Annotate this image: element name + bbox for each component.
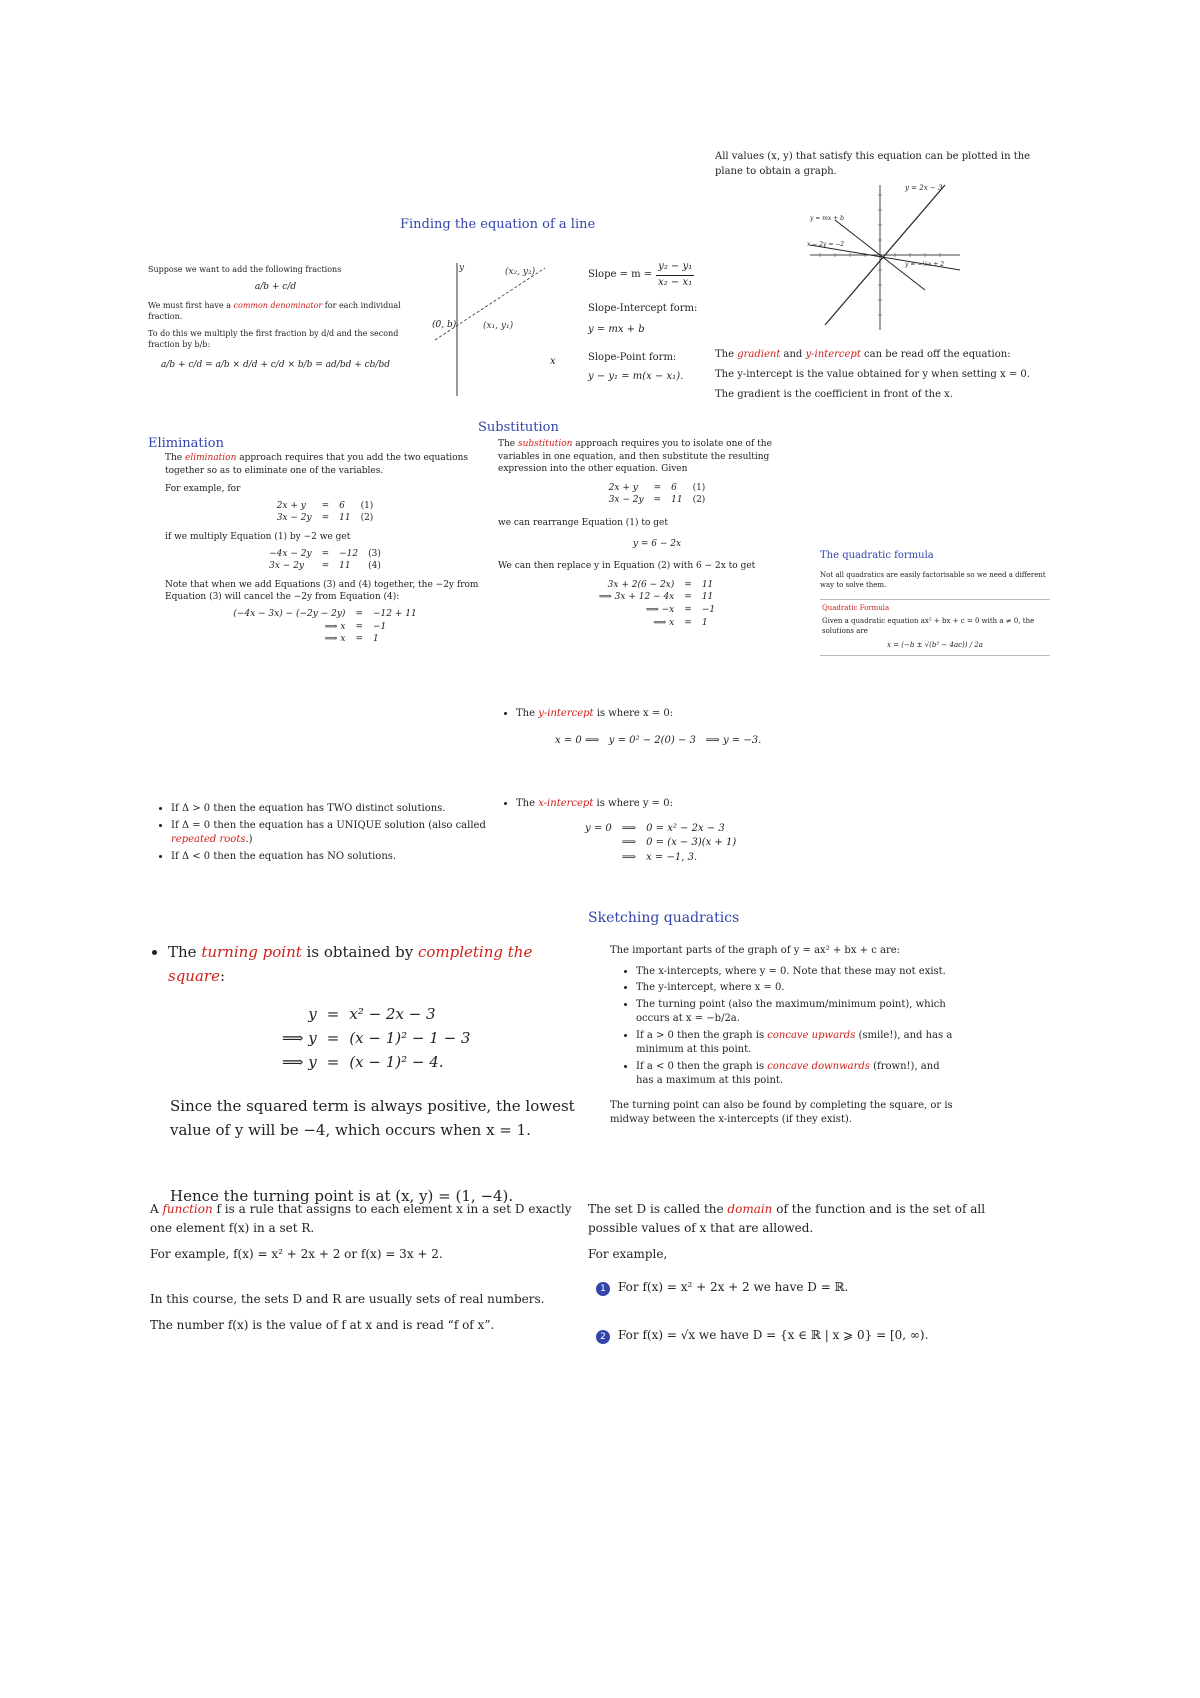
- quadratic-formula-box: [820, 599, 1050, 656]
- elimination-eqs-3-4: [264, 548, 386, 573]
- common-denominator-note: We must first have a common denominator for each individual fraction.: [148, 300, 401, 321]
- slope-formula: Slope = m = $\frac{\text{y₂ − y₁}}{\text{x₂ − x₁}}$: [588, 260, 728, 290]
- y-intercept-note: The y-intercept is the value obtained for y when setting x = 0.: [715, 369, 1030, 380]
- elimination-title: Elimination: [148, 436, 224, 451]
- gradient-notes: [715, 345, 1055, 405]
- discriminant-item-2: • If Δ = 0 then the equation has a UNIQUE solution (also called repeated roots.): [171, 819, 495, 848]
- rearrange-text: we can rearrange Equation (1) to get: [498, 517, 668, 528]
- sketching-footer: The turning point can also be found by completing the square, or is midway between the x-intercepts (if they exist).: [610, 1099, 953, 1125]
- equation-row: ⟹ 3x + 12 − 4x = 11: [598, 592, 714, 603]
- function-term: function: [162, 1202, 213, 1216]
- substitution-intro: The substitution approach requires you to isolate one of the variables in one equation, and then substitute the resulting expression into the other equation. Given: [498, 439, 772, 475]
- function-def-p4: The number f(x) is the value of f at x and is read “f of x”.: [150, 1318, 495, 1333]
- equation-row: ⟹ x = −1: [324, 621, 387, 632]
- sketching-item-1: • The x-intercepts, where y = 0. Note that these may not exist.: [636, 965, 955, 980]
- number-badge-2: 2: [596, 1330, 610, 1344]
- graph-label-2: y = mx + b: [810, 215, 844, 222]
- quadratic-formula-box-text: Given a quadratic equation ax² + bx + c = 0 with a ≠ 0, the solutions are: [822, 617, 1035, 636]
- x-axis-label: x: [550, 356, 556, 367]
- turning-point-conclusion: Hence the turning point is at (x, y) = (1, −4).: [170, 1187, 514, 1205]
- x-intercept-term: x-intercept: [538, 798, 594, 809]
- y-axis-label: y: [459, 263, 465, 273]
- slope-point-label: Slope-Point form:: [588, 352, 677, 363]
- turning-point-steps: [277, 1002, 475, 1074]
- domain-block: [588, 1200, 1018, 1345]
- substitution-term: substitution: [518, 439, 573, 449]
- quadratic-formula-block: [820, 550, 1050, 656]
- equation-row: 3x − 2y = 11 (2): [276, 513, 374, 524]
- quadratic-formula-title: The quadratic formula: [820, 550, 934, 561]
- equation-row: (−4x − 3x) − (−2y − 2y) = −12 + 11: [233, 608, 417, 619]
- concave-downwards-term: concave downwards: [767, 1060, 870, 1072]
- domain-item-1: 1 For f(x) = x² + 2x + 2 we have D = ℝ.: [596, 1278, 1018, 1297]
- fractions-block: [148, 264, 403, 371]
- completing-square-term: completing the square: [168, 943, 533, 985]
- turning-point-explain: Since the squared term is always positive, the lowest value of y will be −4, which occurs when x = 1.: [170, 1097, 575, 1139]
- equation-row: ⟹ x = 1: [324, 634, 379, 645]
- finding-line-title: Finding the equation of a line: [400, 217, 596, 232]
- domain-item-2: 2 For f(x) = √x we have D = {x ∈ ℝ | x ⩾ 0} = [0, ∞).: [596, 1326, 1018, 1345]
- slope-intercept-label: Slope-Intercept form:: [588, 303, 698, 314]
- x-intercept-bullet: • The x-intercept is where y = 0:: [516, 797, 820, 812]
- gradient-line: The gradient and y-intercept can be read off the equation:: [715, 349, 1011, 360]
- equation-row: 2x + y = 6 (1): [608, 482, 706, 493]
- discriminant-block: [155, 800, 495, 866]
- equation-row: y = x² − 2x − 3: [308, 1005, 436, 1023]
- gradient-note: The gradient is the coefficient in front of the x.: [715, 389, 953, 400]
- equation-row: ⟹ x = 1: [653, 617, 708, 628]
- common-denominator-term: common denominator: [233, 300, 323, 310]
- number-badge-1: 1: [596, 1282, 610, 1296]
- repeated-roots-term: repeated roots: [171, 834, 246, 845]
- function-def-p3: In this course, the sets D and R are usually sets of real numbers.: [150, 1291, 545, 1306]
- x-intercept-steps: [580, 822, 741, 866]
- rearranged-eq: y = 6 − 2x: [632, 538, 682, 549]
- domain-p2: For example,: [588, 1247, 668, 1262]
- slope-numerator: y₂ − y₁: [656, 260, 694, 276]
- slope-formulas: [588, 260, 728, 384]
- sketching-item-5: • If a < 0 then the graph is concave downwards (frown!), and has a maximum at this point.: [636, 1060, 955, 1089]
- replace-text: We can then replace y in Equation (2) with 6 − 2x to get: [498, 561, 756, 572]
- y-intercept-bullet: • The y-intercept is where x = 0:: [516, 707, 830, 722]
- turning-point-bullet: • The turning point is obtained by completing the square:: [168, 940, 592, 988]
- intercept-term: y-intercept: [805, 349, 861, 360]
- discriminant-item-1: • If Δ > 0 then the equation has TWO distinct solutions.: [171, 802, 495, 817]
- elimination-note: Note that when we add Equations (3) and (4) together, the −2y from Equation (3) will cancel the −2y from Equation (4):: [165, 579, 479, 603]
- sketching-item-3: • The turning point (also the maximum/minimum point), which occurs at x = −b/2a.: [636, 998, 955, 1027]
- origin-point-label: (0, b): [432, 320, 457, 330]
- equation-row: 3x + 2(6 − 2x) = 11: [607, 579, 714, 590]
- point-1-label: (x₁, y₁): [483, 321, 514, 331]
- elimination-block: [165, 452, 485, 646]
- sketching-item-2: • The y-intercept, where x = 0.: [636, 981, 955, 996]
- equation-row: −4x − 2y = −12 (3): [269, 548, 381, 559]
- graph-intro: All values (x, y) that satisfy this equation can be plotted in the plane to obtain a graph.: [715, 151, 1031, 177]
- graph-label-1: y = 2x − 3: [905, 184, 943, 192]
- sketching-title: Sketching quadratics: [588, 910, 740, 926]
- y-intercept-term: y-intercept: [538, 708, 594, 719]
- equation-row: y = 0 ⟹ 0 = x² − 2x − 3: [585, 822, 725, 834]
- equation-row: ⟹ x = −1, 3.: [621, 851, 698, 863]
- function-def-p2: For example, f(x) = x² + 2x + 2 or f(x) = 3x + 2.: [150, 1247, 443, 1262]
- quadratic-formula-intro: Not all quadratics are easily factorisable so we need a different way to solve them.: [820, 571, 1046, 589]
- elimination-eqs-1-2: [272, 500, 379, 525]
- equation-row: 2x + y = 6 (1): [276, 500, 374, 511]
- turning-point-term: turning point: [201, 943, 302, 961]
- line-graph-figure: [805, 180, 965, 335]
- domain-p1: The set D is called the domain of the function and is the set of all possible values of x that are allowed.: [588, 1202, 986, 1235]
- x-intercept-block: [500, 795, 820, 865]
- function-def-block: [150, 1200, 580, 1335]
- gradient-term: gradient: [737, 349, 781, 360]
- elimination-intro: The elimination approach requires that you add the two equations together so as to eliminate one of the variables.: [165, 453, 469, 476]
- domain-term: domain: [727, 1202, 773, 1216]
- discriminant-item-3: • If Δ < 0 then the equation has NO solutions.: [171, 850, 495, 865]
- slope-point-eq: y − y₁ = m(x − x₁).: [588, 370, 684, 382]
- quadratic-formula-box-title: Quadratic Formula: [822, 603, 890, 612]
- equation-row: 3x − 2y = 11 (4): [269, 561, 381, 572]
- equation-row: ⟹ y = (x − 1)² − 1 − 3: [282, 1029, 471, 1047]
- fractions-example: a/b + c/d: [254, 282, 297, 293]
- graph-label-3: x − 2y = −2: [807, 241, 845, 248]
- line-graph-block: [715, 150, 1050, 179]
- y-intercept-block: [500, 705, 830, 748]
- quadratic-formula: x = (−b ± √(b² − 4ac)) / 2a: [887, 640, 983, 649]
- sketching-item-4: • If a > 0 then the graph is concave upwards (smile!), and has a minimum at this point.: [636, 1029, 955, 1058]
- equation-row: 3x − 2y = 11 (2): [608, 495, 706, 506]
- elimination-term: elimination: [185, 453, 237, 463]
- substitution-title: Substitution: [478, 420, 559, 435]
- slope-denominator: x₂ − x₁: [658, 276, 693, 288]
- graph-label-4: y = −½x + 2: [905, 261, 945, 268]
- point-2-label: (x₂, y₂): [505, 267, 536, 277]
- sketching-block: [610, 944, 955, 1128]
- turning-point-block: [152, 938, 592, 1208]
- fractions-result: a/b + c/d = a/b × d/d + c/d × b/b = ad/bd + cb/bd: [161, 359, 390, 370]
- equation-row: ⟹ y = (x − 1)² − 4.: [282, 1053, 444, 1071]
- sketching-intro: The important parts of the graph of y = ax² + bx + c are:: [610, 945, 901, 956]
- substitution-block: [498, 438, 816, 629]
- substitution-eqs: [604, 482, 711, 507]
- elimination-multiply-text: if we multiply Equation (1) by −2 we get: [165, 531, 351, 542]
- concave-upwards-term: concave upwards: [767, 1029, 856, 1041]
- multiply-note: To do this we multiply the first fraction by d/d and the second fraction by b/b:: [148, 329, 399, 350]
- elimination-steps: [228, 608, 421, 646]
- elimination-example-label: For example, for: [165, 484, 241, 495]
- y-intercept-equation: x = 0 ⟹ y = 0² − 2(0) − 3 ⟹ y = −3.: [555, 734, 762, 746]
- substitution-steps: [594, 579, 720, 629]
- equation-row: ⟹ 0 = (x − 3)(x + 1): [621, 837, 737, 848]
- fractions-intro: Suppose we want to add the following fractions: [148, 265, 342, 274]
- slope-intercept-eq: y = mx + b: [588, 323, 645, 335]
- equation-row: ⟹ −x = −1: [645, 604, 716, 615]
- function-def-p1: A function f is a rule that assigns to each element x in a set D exactly one element f(x) in a set R.: [150, 1202, 572, 1235]
